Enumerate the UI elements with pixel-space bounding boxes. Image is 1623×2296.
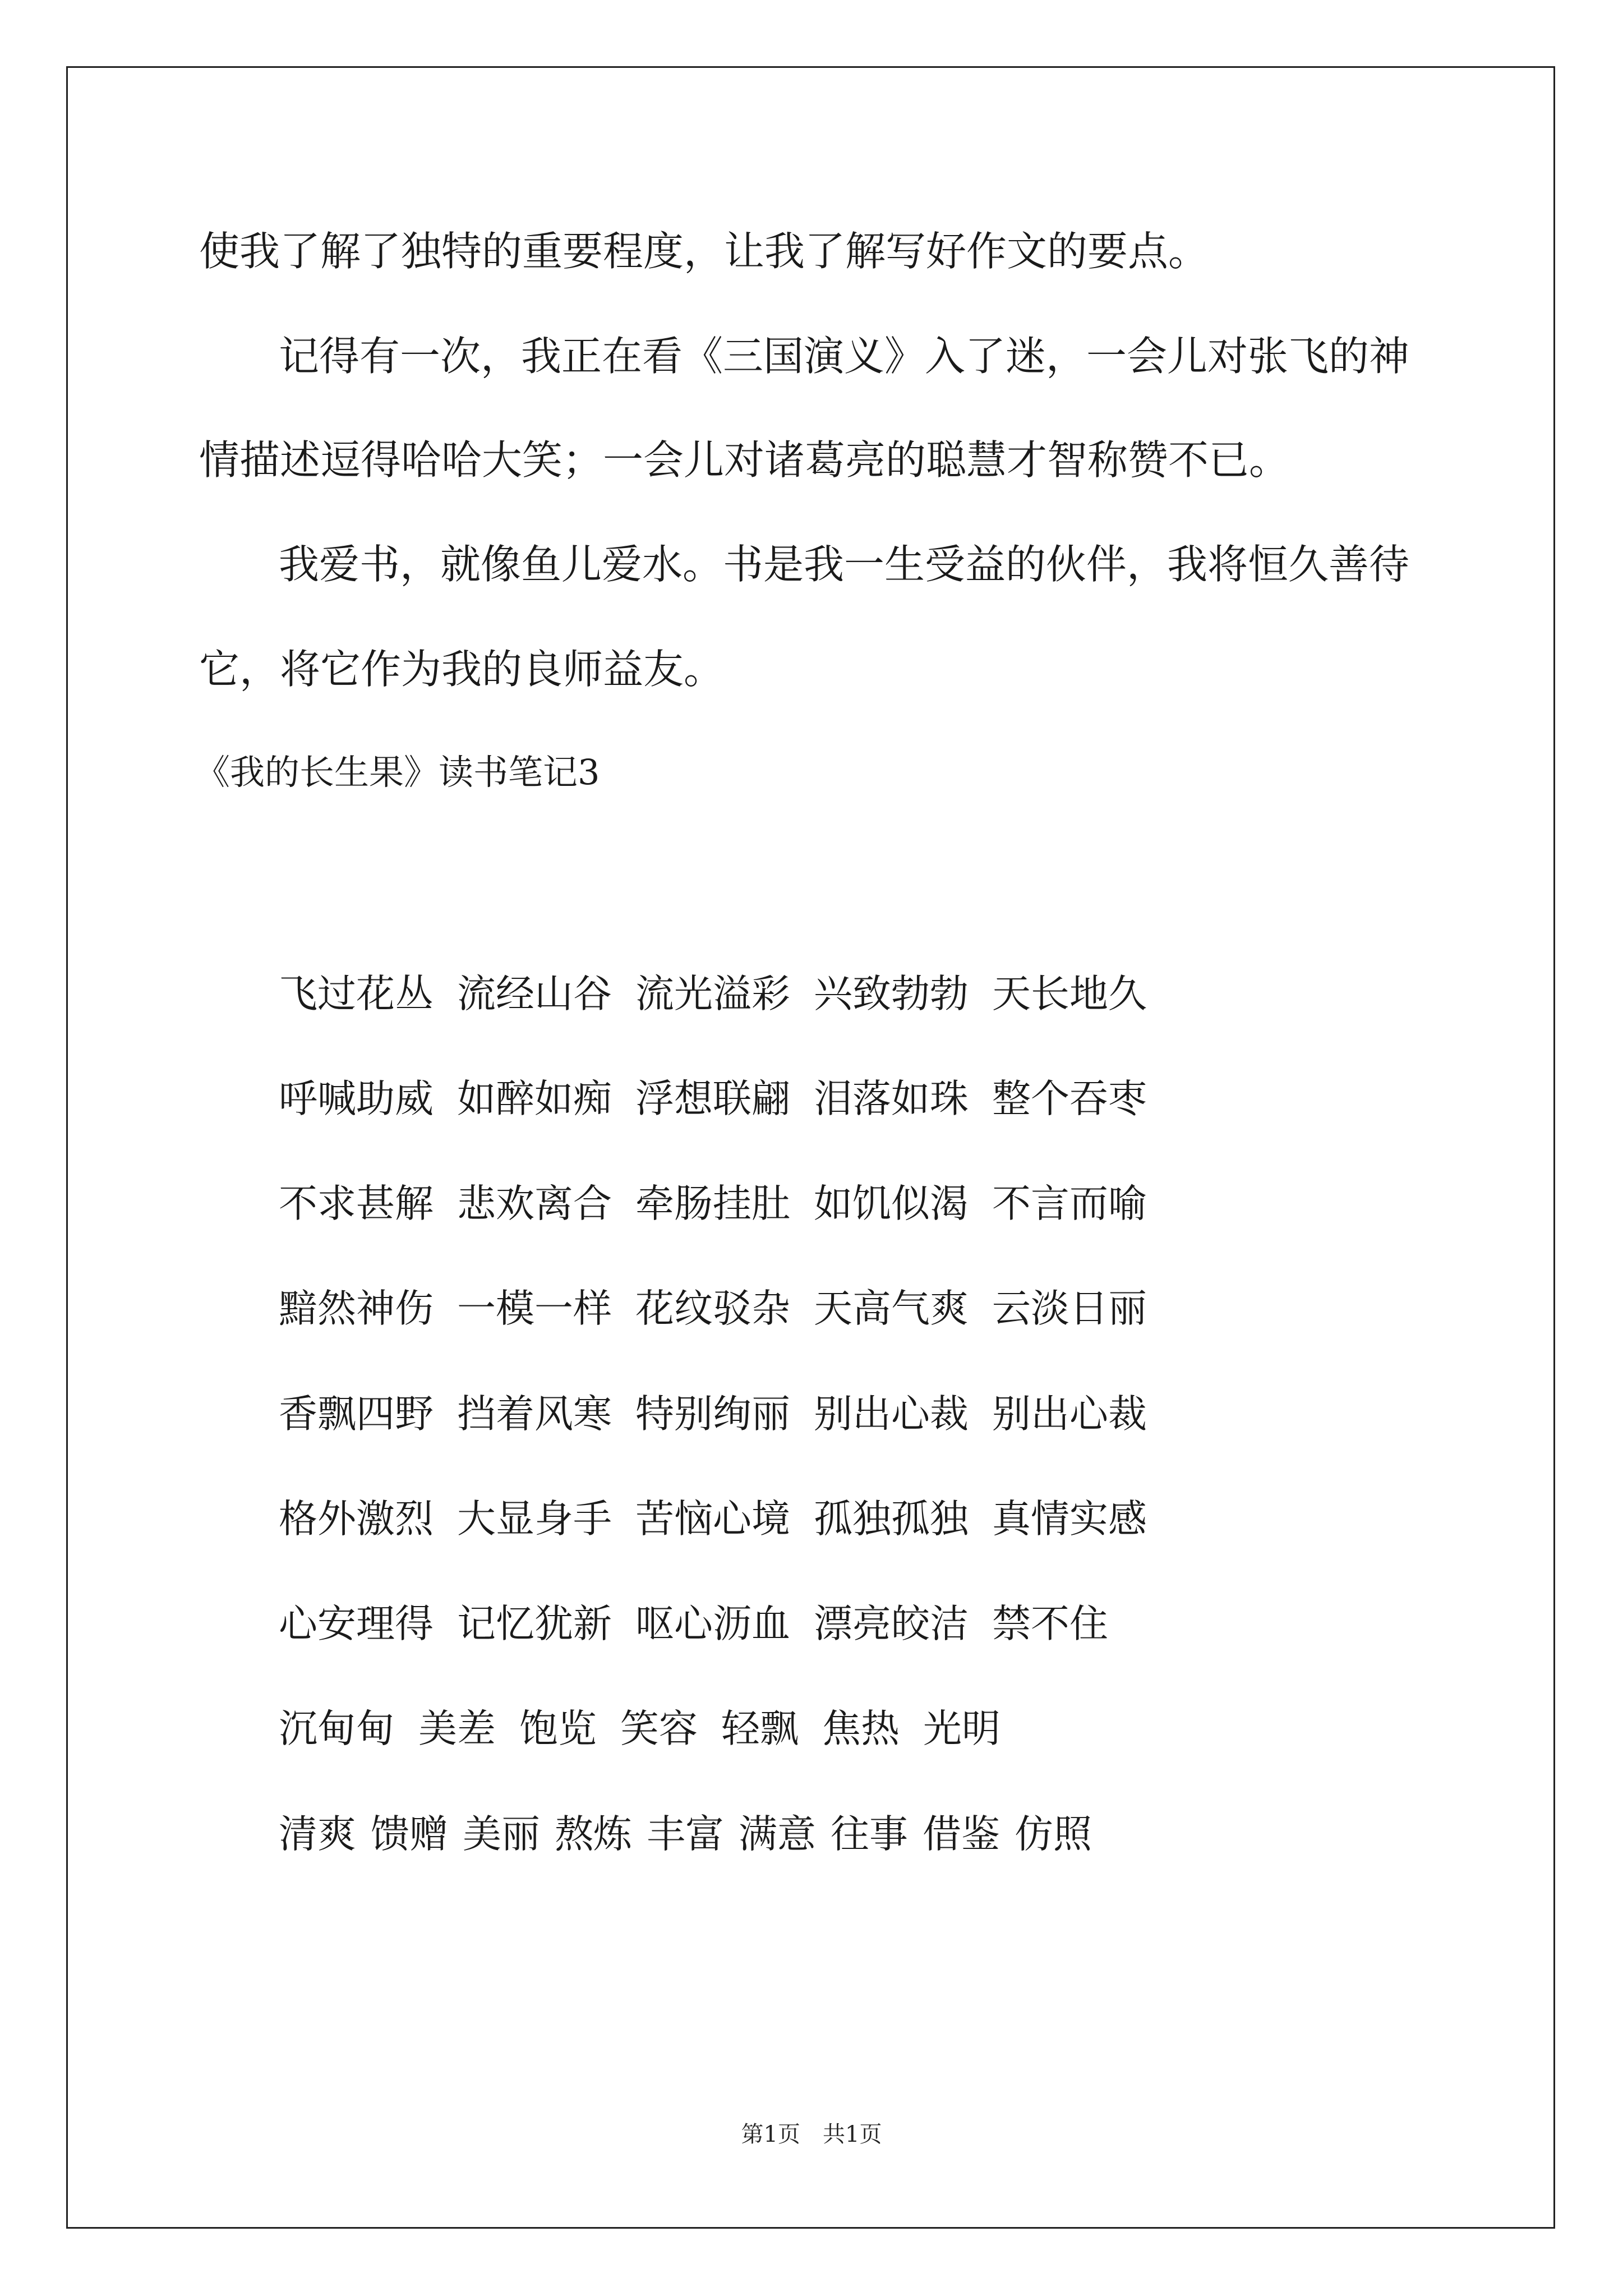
word-item: 光明 bbox=[923, 1706, 1000, 1751]
paragraph-line-4: 我爱书，就像鱼儿爱水。书是我一生受益的伙伴，我将恒久善待 bbox=[279, 541, 1410, 588]
word-item: 饱览 bbox=[519, 1706, 597, 1751]
word-row bbox=[279, 972, 1147, 1016]
word-item: 挡着风寒 bbox=[457, 1392, 612, 1437]
word-item: 牵肠挂肚 bbox=[635, 1181, 790, 1226]
word-item: 记忆犹新 bbox=[457, 1602, 612, 1646]
word-item: 熬炼 bbox=[555, 1812, 632, 1857]
word-item: 美丽 bbox=[463, 1812, 540, 1857]
word-item: 特别绚丽 bbox=[635, 1392, 790, 1437]
word-item: 不言而喻 bbox=[992, 1181, 1147, 1226]
word-row bbox=[279, 1497, 1147, 1542]
word-item: 别出心裁 bbox=[814, 1392, 969, 1437]
word-item: 馈赠 bbox=[371, 1812, 448, 1857]
word-item: 苦恼心境 bbox=[635, 1497, 790, 1542]
paragraph-line-2: 记得有一次，我正在看《三国演义》入了迷，一会儿对张飞的神 bbox=[279, 333, 1410, 380]
word-item: 满意 bbox=[739, 1812, 816, 1857]
word-item: 别出心裁 bbox=[992, 1392, 1147, 1437]
word-row bbox=[279, 1286, 1147, 1331]
word-row bbox=[279, 1076, 1147, 1121]
word-item: 天高气爽 bbox=[814, 1286, 969, 1331]
word-item: 云淡日丽 bbox=[992, 1286, 1147, 1331]
word-item: 大显身手 bbox=[457, 1497, 612, 1542]
word-row bbox=[279, 1812, 1092, 1857]
word-item: 美差 bbox=[418, 1706, 496, 1751]
word-item: 黯然神伤 bbox=[279, 1286, 434, 1331]
word-item: 飞过花丛 bbox=[279, 972, 434, 1016]
word-item: 泪落如珠 bbox=[814, 1076, 969, 1121]
section-heading: 《我的长生果》读书笔记3 bbox=[195, 752, 600, 793]
paragraph-line-1: 使我了解了独特的重要程度，让我了解写好作文的要点。 bbox=[199, 228, 1209, 275]
page-frame bbox=[66, 66, 1555, 2229]
paragraph-line-5: 它，将它作为我的良师益友。 bbox=[199, 646, 725, 693]
word-item: 一模一样 bbox=[457, 1286, 612, 1331]
word-item: 花纹驳杂 bbox=[635, 1286, 790, 1331]
word-item: 往事 bbox=[831, 1812, 908, 1857]
word-item: 悲欢离合 bbox=[457, 1181, 612, 1226]
word-item: 沉甸甸 bbox=[279, 1706, 395, 1751]
word-row bbox=[279, 1392, 1147, 1437]
word-item: 借鉴 bbox=[923, 1812, 1000, 1857]
word-item: 天长地久 bbox=[992, 972, 1147, 1016]
word-item: 香飘四野 bbox=[279, 1392, 434, 1437]
word-item: 孤独孤独 bbox=[814, 1497, 969, 1542]
word-item: 流光溢彩 bbox=[635, 972, 790, 1016]
word-item: 格外激烈 bbox=[279, 1497, 434, 1542]
word-item: 丰富 bbox=[647, 1812, 724, 1857]
word-item: 心安理得 bbox=[279, 1602, 434, 1646]
word-item: 整个吞枣 bbox=[992, 1076, 1147, 1121]
word-item: 不求甚解 bbox=[279, 1181, 434, 1226]
word-item: 兴致勃勃 bbox=[814, 972, 969, 1016]
word-item: 如饥似渴 bbox=[814, 1181, 969, 1226]
word-item: 笑容 bbox=[620, 1706, 698, 1751]
word-item: 轻飘 bbox=[721, 1706, 799, 1751]
word-item: 清爽 bbox=[279, 1812, 356, 1857]
word-item: 焦热 bbox=[822, 1706, 900, 1751]
word-item: 流经山谷 bbox=[457, 972, 612, 1016]
word-item: 仿照 bbox=[1015, 1812, 1092, 1857]
word-row bbox=[279, 1181, 1147, 1226]
page-footer: 第1页 共1页 bbox=[741, 2122, 882, 2147]
word-item: 真情实感 bbox=[992, 1497, 1147, 1542]
word-item: 禁不住 bbox=[992, 1602, 1108, 1646]
word-item: 浮想联翩 bbox=[635, 1076, 790, 1121]
word-item: 如醉如痴 bbox=[457, 1076, 612, 1121]
word-item: 漂亮皎洁 bbox=[814, 1602, 969, 1646]
word-row bbox=[279, 1706, 1000, 1751]
paragraph-line-3: 情描述逗得哈哈大笑；一会儿对诸葛亮的聪慧才智称赞不已。 bbox=[199, 436, 1290, 484]
word-item: 呕心沥血 bbox=[635, 1602, 790, 1646]
word-item: 呼喊助威 bbox=[279, 1076, 434, 1121]
word-row bbox=[279, 1602, 1108, 1646]
